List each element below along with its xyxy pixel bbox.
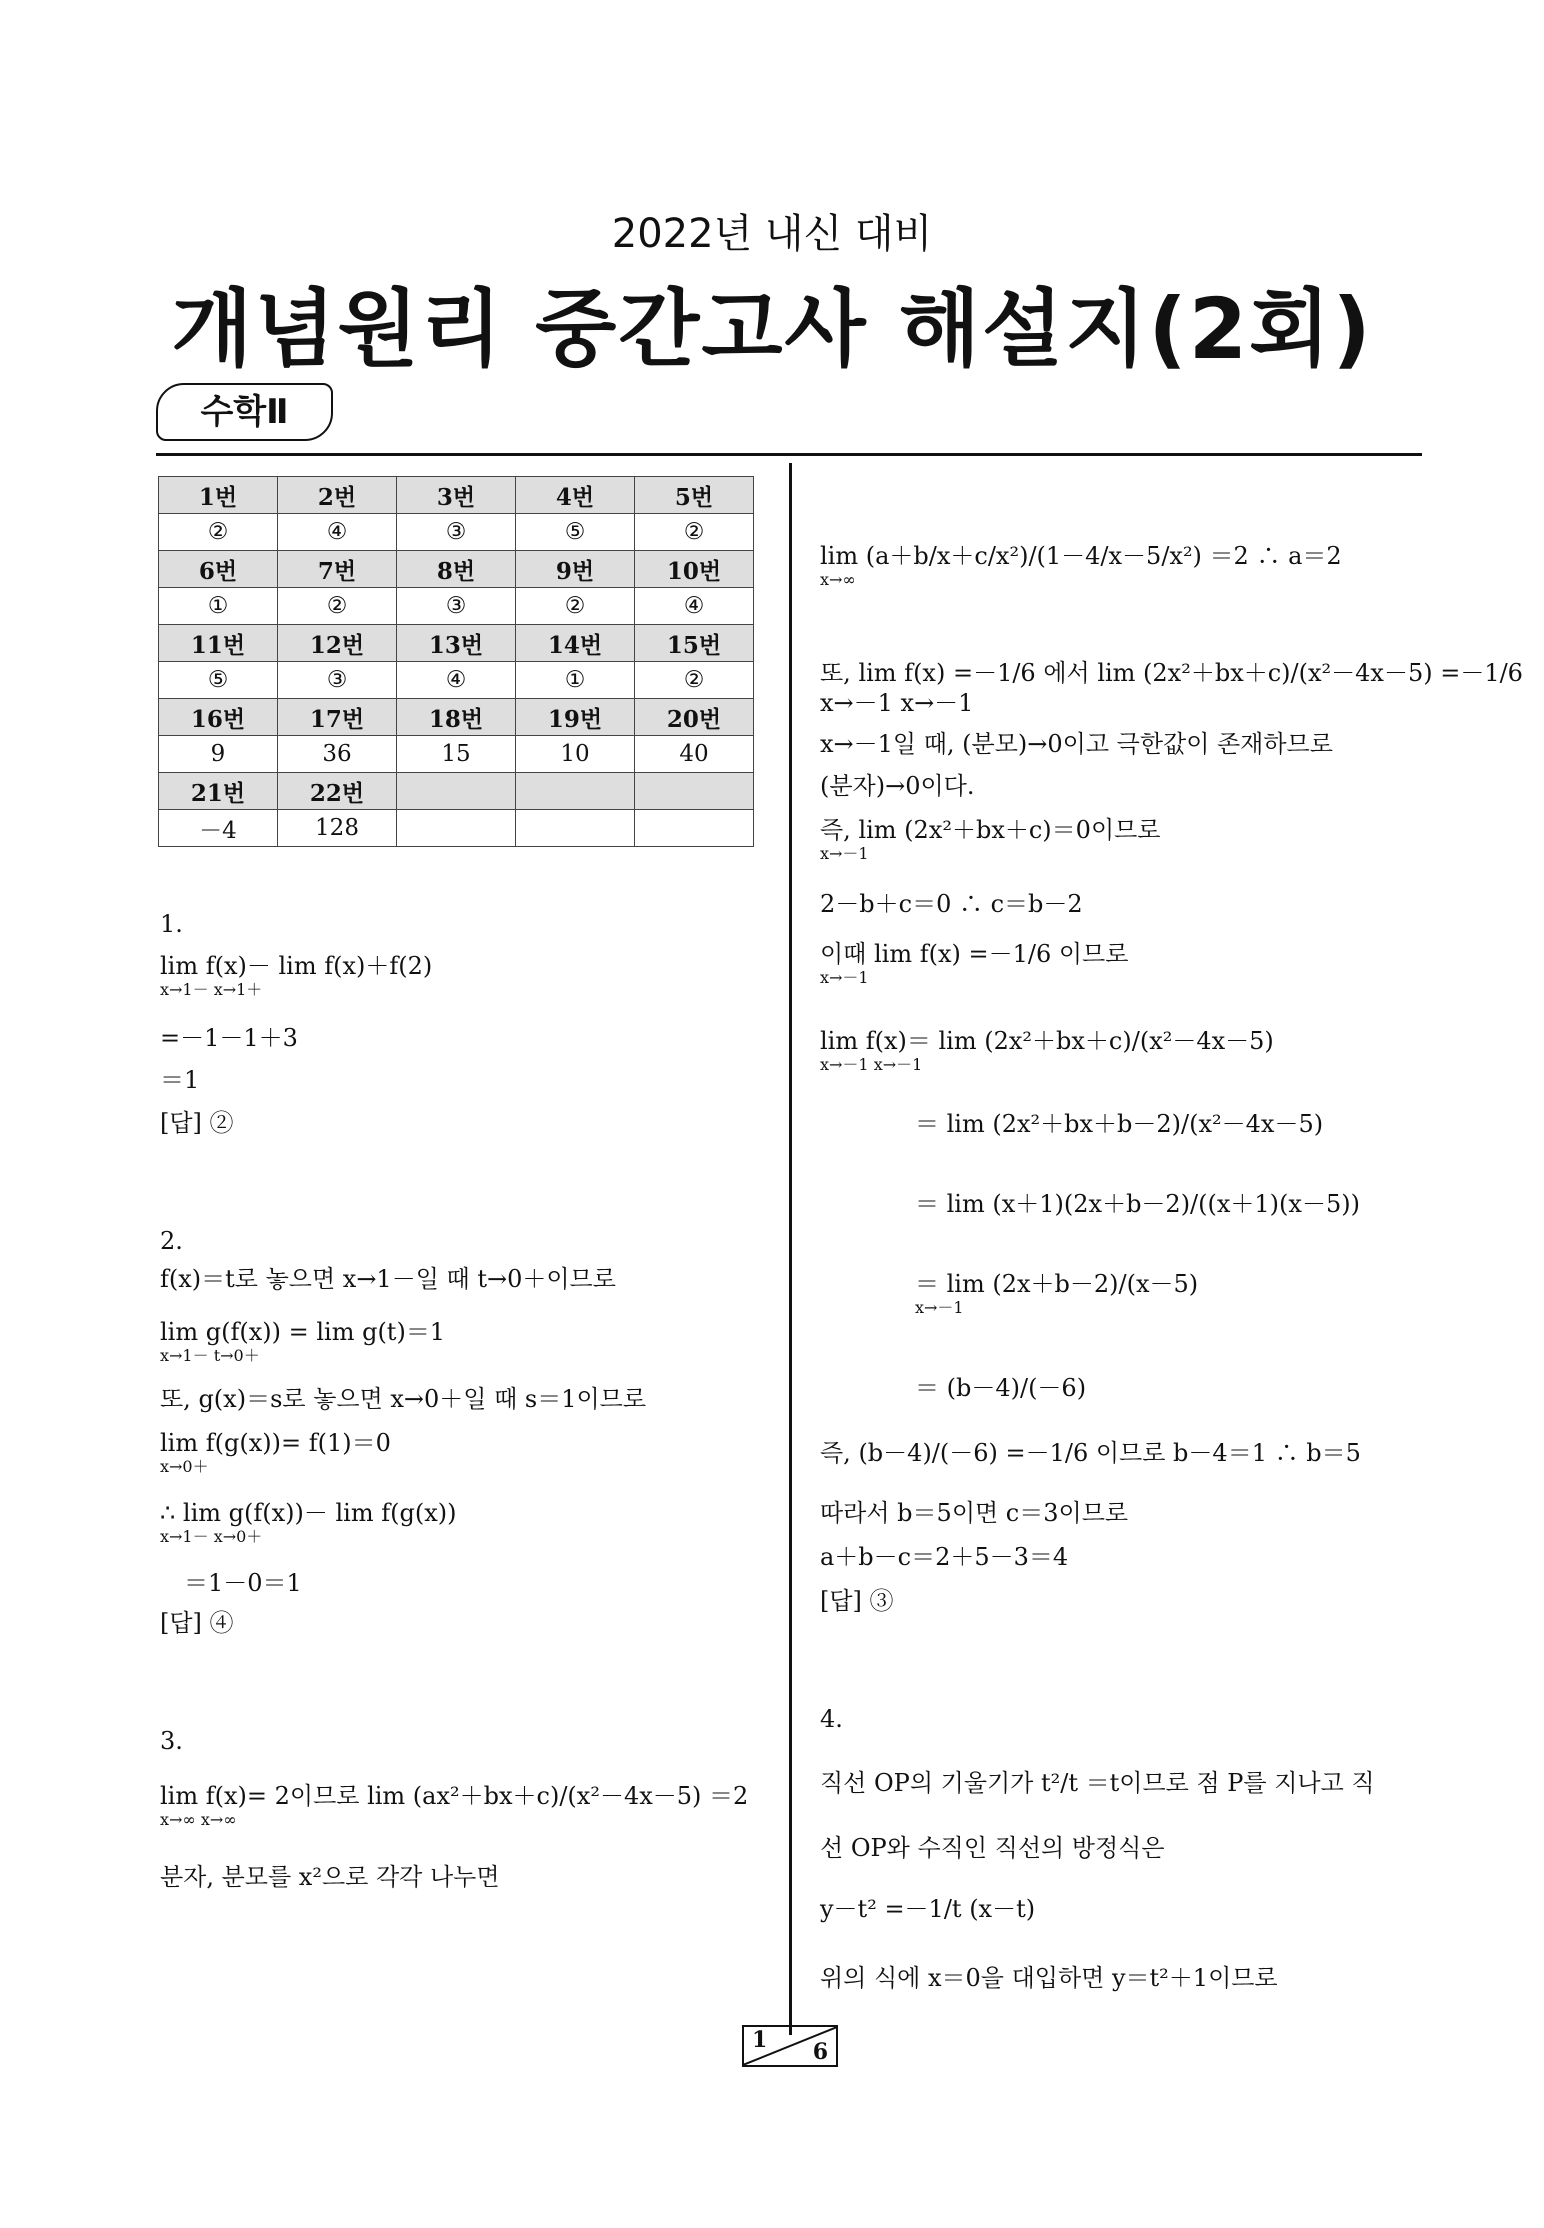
answer-header-row	[159, 773, 754, 810]
answer-cell: 21번	[159, 773, 278, 810]
answer-cell: 15	[397, 736, 516, 773]
answer-cell: 14번	[516, 625, 635, 662]
answer-cell: 13번	[397, 625, 516, 662]
answer-cell: 20번	[635, 699, 754, 736]
solution-right-line: ＝ lim (2x＋b－2)/(x－5)	[915, 1270, 1199, 1298]
answer-header-row	[159, 477, 754, 514]
solution-right-line: x→－1	[820, 968, 869, 987]
solution-left-line: lim f(x)－ lim f(x)＋f(2)	[160, 952, 433, 980]
answer-cell	[516, 773, 635, 810]
solution-left-line: 분자, 분모를 x²으로 각각 나누면	[160, 1863, 500, 1891]
answer-header-row	[159, 625, 754, 662]
answer-header-row	[159, 551, 754, 588]
answer-cell: 2번	[278, 477, 397, 514]
answer-cell: 11번	[159, 625, 278, 662]
answer-cell: 128	[278, 810, 397, 847]
answer-cell	[635, 810, 754, 847]
exam-subtitle: 2022년 내신 대비	[611, 211, 933, 257]
solution-right-line: lim f(x)＝ lim (2x²＋bx＋c)/(x²－4x－5)	[820, 1027, 1274, 1055]
answer-cell: 19번	[516, 699, 635, 736]
answer-cell: ③	[397, 514, 516, 551]
answer-cell: 10	[516, 736, 635, 773]
answer-value-row	[159, 810, 754, 847]
solution-right-line: x→－1	[820, 844, 869, 863]
answer-cell: ③	[397, 588, 516, 625]
column-divider	[789, 463, 792, 2035]
solution-left-line: x→1－ t→0＋	[160, 1346, 260, 1365]
solution-left-line: lim g(f(x)) = lim g(t)＝1	[160, 1318, 446, 1346]
solution-left-line: 2.	[160, 1227, 183, 1255]
solution-left-line: f(x)＝t로 놓으면 x→1－일 때 t→0＋이므로	[160, 1265, 616, 1293]
solution-left-line: ＝1－0＝1	[184, 1569, 302, 1597]
solution-right-line: 이때 lim f(x) =－1/6 이므로	[820, 940, 1129, 968]
solution-left-line: ＝1	[160, 1066, 200, 1094]
answer-cell: 6번	[159, 551, 278, 588]
solution-left-line: lim f(x)= 2이므로 lim (ax²＋bx＋c)/(x²－4x－5) ＝2	[160, 1782, 749, 1810]
answer-cell: 7번	[278, 551, 397, 588]
answer-cell: 40	[635, 736, 754, 773]
answer-cell: －4	[159, 810, 278, 847]
solution-right-line: 즉, lim (2x²＋bx＋c)＝0이므로	[820, 816, 1161, 844]
page-number-box	[742, 2025, 838, 2067]
answer-cell: ②	[516, 588, 635, 625]
solution-right-line: x→－1	[915, 1298, 964, 1317]
solution-right-line: a＋b－c＝2＋5－3＝4	[820, 1543, 1069, 1571]
answer-cell: ④	[635, 588, 754, 625]
solution-left-line: [답] ④	[160, 1609, 234, 1637]
answer-cell: ④	[278, 514, 397, 551]
page-title: 개념원리 중간고사 해설지(2회)	[171, 280, 1373, 378]
answer-cell: 18번	[397, 699, 516, 736]
answer-cell: 9번	[516, 551, 635, 588]
answer-cell: ③	[278, 662, 397, 699]
current-page: 1	[752, 2027, 768, 2053]
solution-right-line: x→∞	[820, 570, 856, 589]
answer-header-row	[159, 699, 754, 736]
answer-cell: 17번	[278, 699, 397, 736]
solution-right-line: x→－1일 때, (분모)→0이고 극한값이 존재하므로	[820, 730, 1333, 758]
answer-cell: 15번	[635, 625, 754, 662]
answer-cell: ④	[397, 662, 516, 699]
answer-cell	[397, 810, 516, 847]
solution-left-line: lim f(g(x))= f(1)＝0	[160, 1429, 391, 1457]
answer-cell: 16번	[159, 699, 278, 736]
solution-right-line: ＝ (b－4)/(－6)	[915, 1374, 1087, 1402]
answer-cell: 8번	[397, 551, 516, 588]
answer-cell: 9	[159, 736, 278, 773]
answer-cell: ②	[635, 662, 754, 699]
answer-value-row	[159, 736, 754, 773]
answer-cell	[397, 773, 516, 810]
answer-cell: ①	[516, 662, 635, 699]
subject-badge: 수학Ⅱ	[156, 383, 333, 441]
solution-left-line: =－1－1＋3	[160, 1024, 298, 1052]
solution-left-line: x→∞ x→∞	[160, 1810, 237, 1829]
solution-left-line: 3.	[160, 1727, 183, 1755]
answer-cell	[516, 810, 635, 847]
answer-cell: ①	[159, 588, 278, 625]
solution-right-line: 2－b＋c＝0 ∴ c＝b－2	[820, 890, 1083, 918]
solution-left-line: ∴ lim g(f(x))－ lim f(g(x))	[160, 1499, 457, 1527]
solution-right-line: x→－1 x→－1	[820, 1055, 923, 1074]
answer-table	[158, 476, 754, 847]
solution-right-line: 직선 OP의 기울기가 t²/t ＝t이므로 점 P를 지나고 직	[820, 1769, 1375, 1797]
answer-cell: ②	[159, 514, 278, 551]
answer-cell: 36	[278, 736, 397, 773]
answer-cell: ⑤	[159, 662, 278, 699]
answer-cell	[635, 773, 754, 810]
answer-cell: ②	[278, 588, 397, 625]
answer-value-row	[159, 588, 754, 625]
solution-right-line: x→－1 x→－1	[820, 689, 974, 717]
answer-value-row	[159, 662, 754, 699]
solution-right-line: 또, lim f(x) =－1/6 에서 lim (2x²＋bx＋c)/(x²－4x－5) =－1/6	[820, 659, 1523, 687]
header-divider	[156, 453, 1422, 456]
answer-value-row	[159, 514, 754, 551]
solution-left-line: [답] ②	[160, 1109, 234, 1137]
solution-right-line: 위의 식에 x＝0을 대입하면 y＝t²＋1이므로	[820, 1964, 1278, 1992]
answer-cell: 10번	[635, 551, 754, 588]
solution-right-line: lim (a＋b/x＋c/x²)/(1－4/x－5/x²) ＝2 ∴ a＝2	[820, 542, 1342, 570]
answer-cell: 1번	[159, 477, 278, 514]
solution-right-line: 즉, (b－4)/(－6) =－1/6 이므로 b－4＝1 ∴ b＝5	[820, 1439, 1361, 1467]
answer-cell: ⑤	[516, 514, 635, 551]
total-pages: 6	[812, 2039, 828, 2065]
answer-cell: ②	[635, 514, 754, 551]
answer-cell: 3번	[397, 477, 516, 514]
solution-right-line: y－t² =－1/t (x－t)	[820, 1895, 1036, 1923]
solution-right-line: 4.	[820, 1705, 843, 1733]
solution-right-line: 따라서 b＝5이면 c＝3이므로	[820, 1499, 1129, 1527]
solution-left-line: 1.	[160, 910, 183, 938]
solution-right-line: ＝ lim (2x²＋bx＋b－2)/(x²－4x－5)	[915, 1110, 1324, 1138]
answer-cell: 12번	[278, 625, 397, 662]
solution-left-line: 또, g(x)＝s로 놓으면 x→0＋일 때 s＝1이므로	[160, 1385, 647, 1413]
solution-left-line: x→1－ x→1＋	[160, 980, 263, 999]
solution-right-line: ＝ lim (x＋1)(2x＋b－2)/((x＋1)(x－5))	[915, 1190, 1360, 1218]
solution-left-line: x→0＋	[160, 1457, 209, 1476]
answer-cell: 22번	[278, 773, 397, 810]
answer-cell: 4번	[516, 477, 635, 514]
solution-right-line: (분자)→0이다.	[820, 772, 975, 800]
solution-right-line: 선 OP와 수직인 직선의 방정식은	[820, 1834, 1165, 1862]
solution-right-line: [답] ③	[820, 1587, 894, 1615]
solution-left-line: x→1－ x→0＋	[160, 1527, 263, 1546]
answer-cell: 5번	[635, 477, 754, 514]
